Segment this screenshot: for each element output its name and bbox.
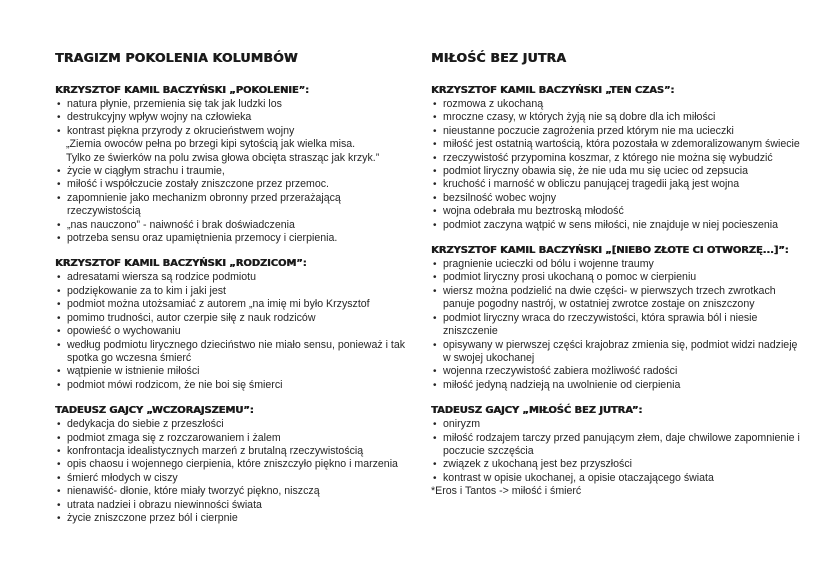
bullet-marker: • bbox=[433, 472, 437, 484]
bullet-marker: • bbox=[57, 366, 61, 378]
bullet-item bbox=[55, 432, 417, 445]
bullet-marker: • bbox=[57, 179, 61, 191]
bullet-item bbox=[431, 111, 801, 124]
item-list bbox=[431, 418, 801, 498]
bullet-item bbox=[431, 458, 801, 471]
bullet-item bbox=[431, 165, 801, 178]
bullet-item bbox=[55, 298, 417, 311]
bullet-item bbox=[431, 365, 801, 378]
bullet-marker: • bbox=[57, 419, 61, 431]
section bbox=[55, 258, 417, 392]
bullet-item bbox=[55, 325, 417, 338]
left-column bbox=[55, 50, 417, 538]
bullet-text: oniryzm bbox=[443, 418, 481, 431]
bullet-item bbox=[431, 418, 801, 431]
bullet-marker: • bbox=[433, 219, 437, 231]
bullet-text: konfrontacja idealistycznych marzeń z brutalną rzeczywistością bbox=[67, 444, 364, 457]
bullet-text: opisywany w pierwszej części krajobraz zmienia się, podmiot widzi nadzieję w swojej ukochanej bbox=[443, 338, 798, 364]
bullet-marker: • bbox=[433, 112, 437, 124]
bullet-item bbox=[55, 379, 417, 392]
bullet-item bbox=[55, 485, 417, 498]
bullet-text: podmiot liryczny wraca do rzeczywistości, która sprawia ból i niesie zniszczenie bbox=[443, 311, 758, 338]
bullet-text: miłość rodzajem tarczy przed panującym złem, daje chwilowe zapomnienie i poczucie szczęścia bbox=[443, 431, 800, 457]
bullet-item bbox=[55, 98, 417, 111]
bullet-text: podmiot zaczyna wątpić w sens miłości, nie znajduje w niej pocieszenia bbox=[443, 218, 779, 231]
bullet-marker: • bbox=[57, 486, 61, 498]
bullet-text: adresatami wiersza są rodzice podmiotu bbox=[67, 271, 257, 284]
bullet-marker: • bbox=[433, 312, 437, 324]
bullet-text: śmierć młodych w ciszy bbox=[67, 471, 178, 484]
bullet-text: zapomnienie jako mechanizm obronny przed przerażającą rzeczywistością bbox=[67, 191, 341, 218]
bullet-marker: • bbox=[57, 326, 61, 338]
section bbox=[431, 245, 801, 392]
bullet-item bbox=[55, 178, 417, 191]
bullet-text: utrata nadziei i obrazu niewinności świata bbox=[67, 498, 262, 511]
section-heading: TADEUSZ GAJCY „MIŁOŚĆ BEZ JUTRA”: bbox=[431, 405, 643, 417]
bullet-marker: • bbox=[57, 499, 61, 511]
bullet-marker: • bbox=[433, 432, 437, 444]
quote-line: Tylko ze świerków na polu zwisa głowa obcięta strasząc jak krzyk.” bbox=[66, 151, 380, 164]
item-list bbox=[431, 258, 801, 392]
bullet-marker: • bbox=[433, 99, 437, 110]
section bbox=[431, 85, 801, 232]
bullet-text: pomimo trudności, autor czerpie siłę z nauk rodziców bbox=[67, 311, 316, 324]
bullet-marker: • bbox=[433, 179, 437, 191]
bullet-item bbox=[55, 111, 417, 124]
section-heading: KRZYSZTOF KAMIL BACZYŃSKI „[NIEBO ZŁOTE CI OTWORZĘ...]”: bbox=[431, 245, 789, 257]
bullet-marker: • bbox=[433, 285, 437, 297]
bullet-marker: • bbox=[57, 233, 61, 245]
bullet-item bbox=[431, 472, 801, 485]
bullet-text: wojna odebrała mu beztroską młodość bbox=[443, 205, 624, 218]
bullet-marker: • bbox=[57, 512, 61, 524]
bullet-text: kontrast w opisie ukochanej, a opisie otaczającego świata bbox=[443, 471, 714, 484]
bullet-text: nieustanne poczucie zagrożenia przed którym nie ma ucieczki bbox=[443, 124, 734, 137]
bullet-item bbox=[431, 138, 801, 151]
bullet-item bbox=[55, 445, 417, 458]
bullet-text: rzeczywistość przypomina koszmar, z którego nie można się wybudzić bbox=[443, 151, 773, 164]
bullet-item bbox=[431, 98, 801, 111]
bullet-item bbox=[55, 232, 417, 245]
bullet-text: dedykacja do siebie z przeszłości bbox=[67, 418, 224, 431]
bullet-item bbox=[431, 432, 801, 459]
bullet-text: wątpienie w istnienie miłości bbox=[67, 365, 200, 378]
bullet-item bbox=[55, 192, 417, 219]
bullet-item bbox=[431, 379, 801, 392]
bullet-marker: • bbox=[433, 152, 437, 164]
bullet-item bbox=[55, 165, 417, 178]
bullet-text: opis chaosu i wojennego cierpienia, które zniszczyło piękno i marzenia bbox=[67, 458, 398, 471]
item-list bbox=[55, 271, 417, 392]
bullet-item bbox=[431, 258, 801, 271]
bullet-text: potrzeba sensu oraz upamiętnienia przemocy i cierpienia. bbox=[67, 232, 338, 245]
bullet-item bbox=[431, 125, 801, 138]
bullet-marker: • bbox=[57, 472, 61, 484]
bullet-text: bezsilność wobec wojny bbox=[443, 191, 557, 204]
bullet-item bbox=[55, 339, 417, 366]
bullet-item bbox=[431, 205, 801, 218]
bullet-marker: • bbox=[57, 379, 61, 391]
column-title-right: MIŁOŚĆ BEZ JUTRA bbox=[431, 50, 567, 65]
bullet-text: podziękowanie za to kim i jaki jest bbox=[67, 284, 226, 297]
bullet-marker: • bbox=[57, 125, 61, 137]
bullet-item bbox=[55, 285, 417, 298]
bullet-text: kontrast piękna przyrody z okrucieństwem wojny bbox=[67, 124, 295, 137]
bullet-item bbox=[431, 178, 801, 191]
bullet-text: kruchość i marność w obliczu panującej tragedii jaką jest wojna bbox=[443, 178, 740, 191]
section-heading: KRZYSZTOF KAMIL BACZYŃSKI „RODZICOM”: bbox=[55, 258, 307, 270]
bullet-text: podmiot można utożsamiać z autorem „na imię mi było Krzysztof bbox=[67, 298, 370, 311]
bullet-item bbox=[431, 285, 801, 312]
bullet-marker: • bbox=[433, 459, 437, 471]
bullet-marker: • bbox=[57, 339, 61, 351]
bullet-text: miłość jedyną nadzieją na uwolnienie od cierpienia bbox=[443, 378, 681, 391]
bullet-item bbox=[431, 339, 801, 366]
item-list bbox=[55, 418, 417, 525]
bullet-marker: • bbox=[433, 125, 437, 137]
bullet-text: rozmowa z ukochaną bbox=[443, 98, 544, 110]
section bbox=[55, 405, 417, 525]
bullet-marker: • bbox=[57, 285, 61, 297]
footnote-line: *Eros i Tantos -> miłość i śmierć bbox=[431, 485, 582, 498]
bullet-marker: • bbox=[57, 312, 61, 324]
bullet-text: życie w ciągłym strachu i traumie, bbox=[67, 165, 225, 178]
bullet-marker: • bbox=[57, 219, 61, 231]
bullet-item bbox=[431, 152, 801, 165]
bullet-text: wiersz można podzielić na dwie części- w pierwszych trzech zwrotkach panuje pogodny nastrój, w ostatniej zwrotce zostaje on zniszczony bbox=[443, 284, 776, 311]
bullet-item bbox=[55, 365, 417, 378]
section bbox=[431, 405, 801, 498]
bullet-item bbox=[55, 499, 417, 512]
item-list bbox=[431, 98, 801, 232]
section-heading: KRZYSZTOF KAMIL BACZYŃSKI „POKOLENIE”: bbox=[55, 85, 309, 96]
bullet-text: mroczne czasy, w których żyją nie są dobre dla ich miłości bbox=[443, 111, 716, 124]
bullet-text: miłość i współczucie zostały zniszczone przez przemoc. bbox=[67, 178, 329, 191]
column-title-left: TRAGIZM POKOLENIA KOLUMBÓW bbox=[55, 50, 298, 65]
section-heading: KRZYSZTOF KAMIL BACZYŃSKI „TEN CZAS”: bbox=[431, 85, 675, 96]
bullet-marker: • bbox=[57, 192, 61, 204]
bullet-item bbox=[55, 312, 417, 325]
bullet-marker: • bbox=[57, 99, 61, 110]
bullet-text: pragnienie ucieczki od bólu i wojenne traumy bbox=[443, 258, 654, 271]
bullet-text: „nas nauczono” - naiwność i brak doświadczenia bbox=[67, 218, 295, 231]
bullet-marker: • bbox=[57, 432, 61, 444]
bullet-text: nienawiść- dłonie, które miały tworzyć piękno, niszczą bbox=[67, 485, 320, 498]
bullet-text: podmiot zmaga się z rozczarowaniem i żalem bbox=[67, 431, 281, 444]
bullet-item bbox=[55, 418, 417, 431]
bullet-marker: • bbox=[433, 139, 437, 151]
bullet-marker: • bbox=[57, 112, 61, 124]
bullet-text: związek z ukochaną jest bez przyszłości bbox=[443, 458, 633, 471]
bullet-text: opowieść o wychowaniu bbox=[67, 325, 181, 338]
bullet-marker: • bbox=[433, 206, 437, 218]
bullet-text: wojenna rzeczywistość zabiera możliwość radości bbox=[443, 365, 678, 378]
quote-line: „Ziemia owoców pełna po brzegi kipi sytością jak wielka misa. bbox=[66, 138, 356, 151]
bullet-marker: • bbox=[433, 166, 437, 178]
section bbox=[55, 85, 417, 245]
right-column-sections bbox=[431, 85, 801, 499]
bullet-text: życie zniszczone przez ból i cierpnie bbox=[67, 511, 238, 524]
bullet-marker: • bbox=[433, 366, 437, 378]
bullet-marker: • bbox=[57, 166, 61, 178]
bullet-item bbox=[431, 192, 801, 205]
bullet-text: podmiot mówi rodzicom, że nie boi się śmierci bbox=[67, 378, 283, 391]
bullet-text: natura płynie, przemienia się tak jak ludzki los bbox=[67, 98, 282, 110]
bullet-marker: • bbox=[433, 259, 437, 271]
bullet-text: według podmiotu lirycznego dzieciństwo nie miało sensu, ponieważ i tak spotka go wczesna śmierć bbox=[67, 338, 406, 364]
bullet-item bbox=[55, 219, 417, 232]
bullet-item bbox=[55, 472, 417, 485]
bullet-text: miłość jest ostatnią wartością, która pozostała w zdemoralizowanym świecie bbox=[443, 138, 800, 151]
bullet-text: destrukcyjny wpływ wojny na człowieka bbox=[67, 111, 252, 124]
bullet-marker: • bbox=[433, 272, 437, 284]
bullet-text: podmiot liryczny prosi ukochaną o pomoc w cierpieniu bbox=[443, 271, 697, 284]
bullet-item bbox=[431, 271, 801, 284]
bullet-marker: • bbox=[57, 272, 61, 284]
bullet-item bbox=[431, 312, 801, 339]
bullet-marker: • bbox=[433, 379, 437, 391]
section-heading: TADEUSZ GAJCY „WCZORAJSZEMU”: bbox=[55, 405, 254, 417]
item-list bbox=[55, 98, 417, 245]
bullet-marker: • bbox=[57, 459, 61, 471]
bullet-text: podmiot liryczny obawia się, że nie uda mu się uciec od zepsucia bbox=[443, 165, 749, 178]
bullet-item bbox=[55, 271, 417, 284]
bullet-marker: • bbox=[433, 192, 437, 204]
bullet-marker: • bbox=[433, 339, 437, 351]
bullet-item bbox=[55, 512, 417, 525]
bullet-marker: • bbox=[57, 299, 61, 311]
left-column-sections bbox=[55, 85, 417, 525]
bullet-item bbox=[55, 458, 417, 471]
right-column bbox=[431, 50, 801, 512]
bullet-marker: • bbox=[57, 445, 61, 457]
bullet-item bbox=[431, 219, 801, 232]
bullet-marker: • bbox=[433, 419, 437, 431]
bullet-item bbox=[55, 125, 417, 138]
